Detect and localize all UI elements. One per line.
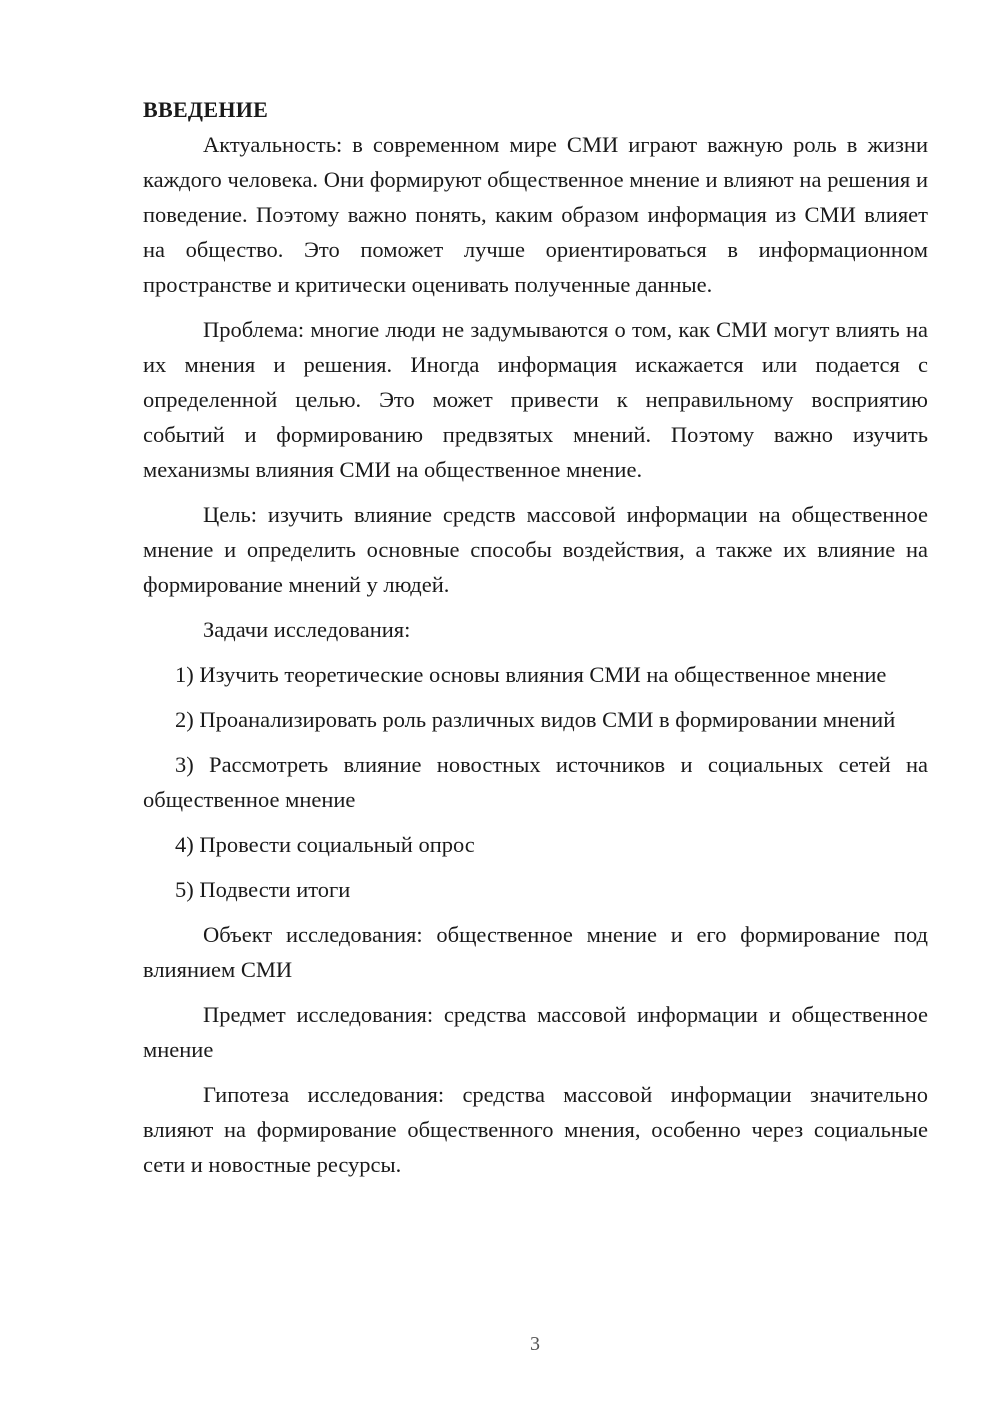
page-title: ВВЕДЕНИЕ [143,97,269,122]
document-page [143,93,928,1192]
goal-paragraph: Цель: изучить влияние средств массовой информации на общественное мнение и определить основные способы воздействия, а также их влияние на формирование мнений у людей. [143,502,928,597]
task-item-2: 2) Проанализировать роль различных видов СМИ в формировании мнений [175,707,896,732]
tasks-heading: Задачи исследования: [203,617,411,642]
task-item-4: 4) Провести социальный опрос [175,832,475,857]
task-item-5: 5) Подвести итоги [175,877,351,902]
task-item-1: 1) Изучить теоретические основы влияния СМИ на общественное мнение [175,662,887,687]
object-paragraph: Объект исследования: общественное мнение и его формирование под влиянием СМИ [143,922,928,982]
relevance-paragraph: Актуальность: в современном мире СМИ играют важную роль в жизни каждого человека. Они формируют общественное мнение и влияют на решения и поведение. Поэтому важно понять, каким образом информация из СМИ влияет на общество. Это поможет лучше ориентироваться в информационном пространстве и критически оценивать полученные данные. [143,132,928,297]
problem-paragraph: Проблема: многие люди не задумываются о том, как СМИ могут влиять на их мнения и решения. Иногда информация искажается или подается с определенной целью. Это может привести к неправильному восприятию событий и формированию предвзятых мнений. Поэтому важно изучить механизмы влияния СМИ на общественное мнение. [143,317,928,482]
page-number: 3 [530,1333,540,1355]
subject-paragraph: Предмет исследования: средства массовой информации и общественное мнение [143,1002,928,1062]
hypothesis-paragraph: Гипотеза исследования: средства массовой информации значительно влияют на формирование общественного мнения, особенно через социальные сети и новостные ресурсы. [143,1082,928,1177]
task-item-3: 3) Рассмотреть влияние новостных источников и социальных сетей на общественное мнение [143,752,928,812]
